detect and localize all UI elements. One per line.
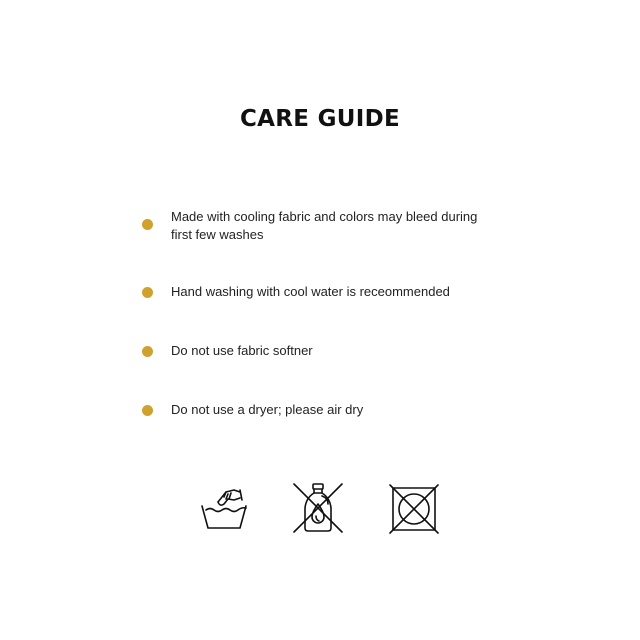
page-title: CARE GUIDE (239, 106, 401, 132)
bullet-dot-icon (142, 287, 153, 298)
do-not-tumble-dry-icon (386, 480, 442, 536)
bullet-dot-icon (142, 346, 153, 357)
bullet-dot-icon (142, 405, 153, 416)
bullet-dot-icon (142, 219, 153, 230)
care-item-text: Hand washing with cool water is receommended (171, 284, 450, 299)
no-fabric-softener-icon (290, 480, 346, 536)
care-item-text: Made with cooling fabric and colors may bleed during first few washes (171, 209, 478, 242)
care-item-text: Do not use a dryer; please air dry (171, 402, 364, 417)
care-symbols-row (0, 480, 640, 540)
hand-wash-icon (196, 480, 252, 536)
care-item-text: Do not use fabric softner (171, 343, 313, 358)
